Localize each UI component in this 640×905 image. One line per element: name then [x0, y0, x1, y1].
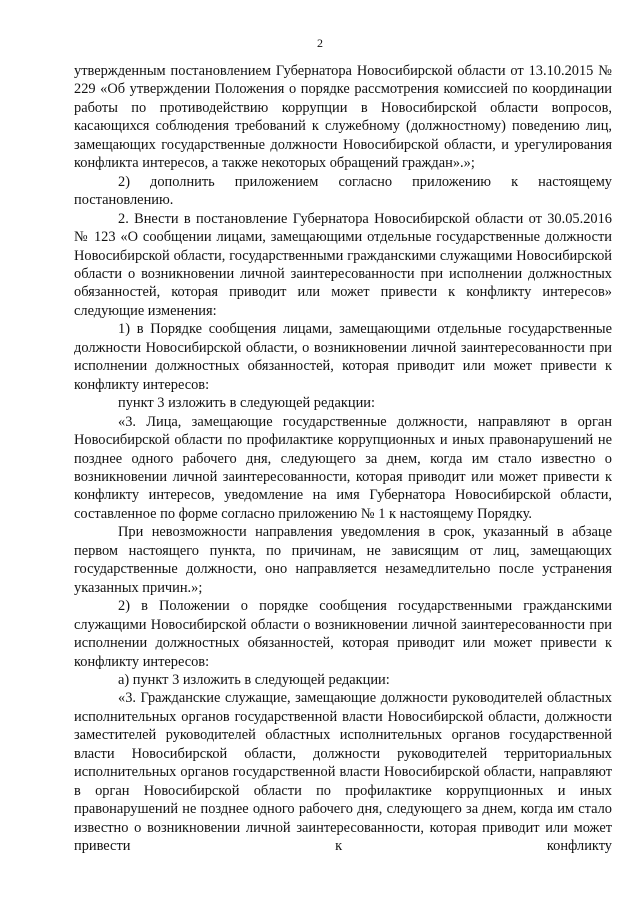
paragraph-subitem-1: 1) в Порядке сообщения лицами, замещающими отдельные государственные должности Новосибирской области, о возникновении личной заинтересованности при исполнении должностных обязанностей, которая приводит или может привести к конфликту интересов:	[74, 321, 612, 393]
paragraph-point-3-second: При невозможности направления уведомления в срок, указанный в абзаце первом настоящего пункта, по причинам, не зависящим от лиц, замещающих государственные должности, оно направляется незамедлительно после устранения указанных причин.»;	[74, 524, 612, 596]
page-number: 2	[317, 36, 323, 50]
paragraph-subitem-2: 2) в Положении о порядке сообщения государственными гражданскими служащими Новосибирской области о возникновении личной заинтересованности при исполнении должностных обязанностей, которая приводит или может привести к конфликту интересов:	[74, 598, 612, 670]
document-body	[74, 62, 612, 855]
paragraph-point-3-civil-servants: «3. Гражданские служащие, замещающие должности руководителей областных исполнительных органов государственной власти Новосибирской области, должности заместителей руководителей областных исполнительных органов государственной власти Новосибирской области, должности руководителей территориальных исполнительных органов государственной власти Новосибирской области, направляют в орган Новосибирской области по профилактике коррупционных и иных правонарушений не позднее одного рабочего дня, следующего за днем, когда им стало известно о возникновении личной заинтересованности, которая приводит или может привести к конфликту	[74, 690, 612, 855]
paragraph-point-3-text: «3. Лица, замещающие государственные должности, направляют в орган Новосибирской области по профилактике коррупционных и иных правонарушений не позднее одного рабочего дня, следующего за днем, когда им стало известно о возникновении личной заинтересованности, которая приводит или может привести к конфликту интересов, уведомление на имя Губернатора Новосибирской области, составленное по форме согласно приложению № 1 к настоящему Порядку.	[74, 413, 612, 522]
paragraph-point-3-intro: пункт 3 изложить в следующей редакции:	[118, 395, 375, 412]
paragraph-item-2: 2) дополнить приложением согласно приложению к настоящему постановлению.	[74, 173, 612, 209]
paragraph-section-2: 2. Внести в постановление Губернатора Новосибирской области от 30.05.2016 № 123 «О сообщении лицами, замещающими отдельные государственные должности Новосибирской области, государственными гражданскими служащими Новосибирской области о возникновении личной заинтересованности при исполнении должностных обязанностей, которая приводит или может привести к конфликту интересов» следующие изменения:	[74, 210, 612, 319]
paragraph-subitem-a: а) пункт 3 изложить в следующей редакции:	[118, 671, 390, 688]
paragraph-continuation: утвержденным постановлением Губернатора Новосибирской области от 13.10.2015 № 229 «Об утверждении Положения о порядке рассмотрения комиссией по координации работы по противодействию коррупции в Новосибирской области вопросов, касающихся соблюдения требований к служебному (должностному) поведению лиц, замещающих государственные должности Новосибирской области, и урегулирования конфликта интересов, а также некоторых обращений граждан».»;	[74, 63, 612, 172]
